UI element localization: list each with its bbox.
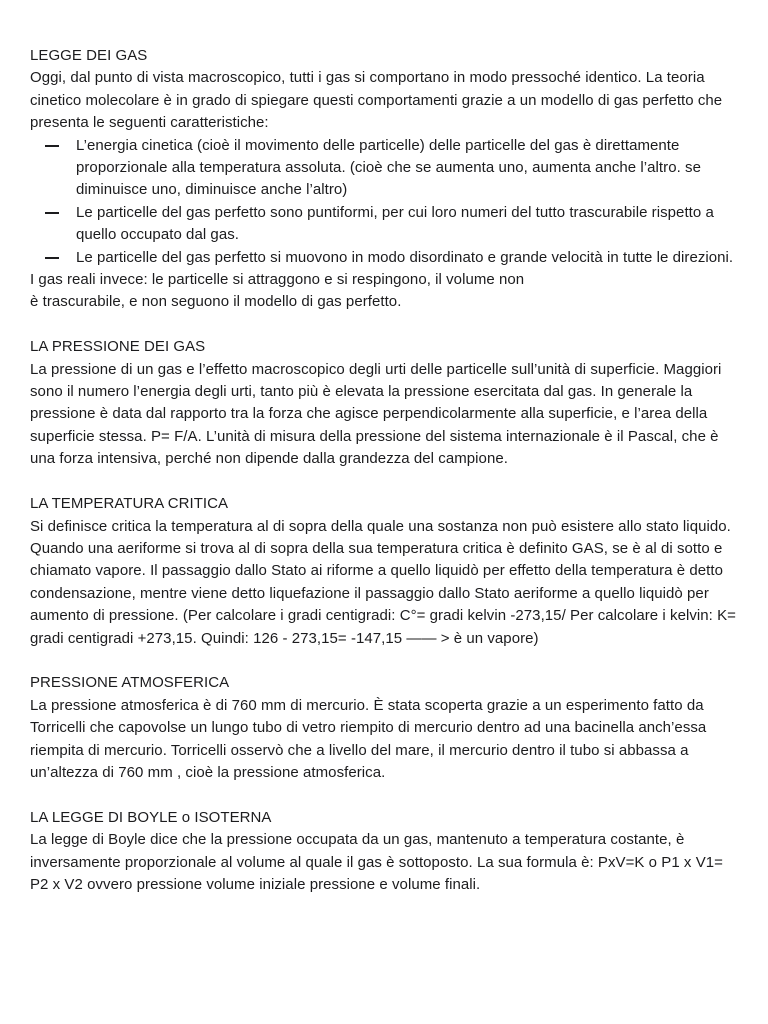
list-item: [30, 202, 742, 247]
section-heading: LA PRESSIONE DEI GAS: [30, 338, 206, 356]
section-legge-dei-gas: [30, 45, 742, 314]
list-item-text: Le particelle del gas perfetto sono puntiformi, per cui loro numeri del tutto trascurabile rispetto a quello occupato dal gas.: [76, 203, 714, 244]
dash-bullet-icon: [45, 257, 59, 259]
section-heading: LA TEMPERATURA CRITICA: [30, 495, 229, 513]
list-item-text: L’energia cinetica (cioè il movimento delle particelle) delle particelle del gas è direttamente proporzionale alla temperatura assoluta. (cioè che se aumenta uno, aumenta anche l’altro. se diminuisce uno, diminuisce anche l’altro): [76, 136, 701, 199]
section-heading: PRESSIONE ATMOSFERICA: [30, 674, 230, 692]
section-body: La legge di Boyle dice che la pressione occupata da un gas, mantenuto a temperatura costante, è inversamente proporzionale al volume al quale il gas è sottoposto. La sua formula è: PxV=K o P1 x V1= P2 x V2 ovvero pressione volume iniziale pressione e volume finali.: [30, 831, 723, 893]
list-item: [30, 247, 742, 269]
section-pressione-atmosferica: [30, 672, 742, 784]
outro-line: I gas reali invece: le particelle si attraggono e si respingono, il volume non: [30, 271, 525, 289]
outro-line: è trascurabile, e non seguono il modello di gas perfetto.: [30, 293, 402, 311]
section-pressione-dei-gas: [30, 336, 742, 470]
section-intro: Oggi, dal punto di vista macroscopico, tutti i gas si comportano in modo pressoché identico. La teoria cinetico molecolare è in grado di spiegare questi comportamenti grazie a un modello di gas perfetto che presenta le seguenti caratteristiche:: [30, 69, 723, 132]
section-body: La pressione di un gas e l’effetto macroscopico degli urti delle particelle sull’unità di superficie. Maggiori sono il numero l’energia degli urti, tanto più è elevata la pressione esercitata dal gas. In generale la pressione è data dal rapporto tra la forza che agisce perpendicolarmente alla superficie, e l’area della superficie stessa. P= F/A. L’unità di misura della pressione del sistema internazionale è il Pascal, che è una forza intensiva, perché non dipende dalla grandezza del campione.: [30, 360, 722, 468]
dash-bullet-icon: [45, 145, 59, 147]
section-body: Si definisce critica la temperatura al di sopra della quale una sostanza non può esistere allo stato liquido. Quando una aeriforme si trova al di sopra della sua temperatura critica è definito GAS, se è al di sotto e chiamato vapore. Il passaggio dallo Stato ai riforme a quello liquidò per effetto della temperatura è detto condensazione, mentre viene detto liquefazione il passaggio dallo Stato aeriforme a quello liquidò per aumento di pressione. (Per calcolare i gradi centigradi: C°= gradi kelvin -273,15/ Per calcolare i kelvin: K= gradi centigradi +273,15. Quindi: 126 - 273,15= -147,15 —— > è un vapore): [30, 517, 736, 647]
list-item-text: Le particelle del gas perfetto si muovono in modo disordinato e grande velocità in tutte le direzioni.: [76, 248, 734, 266]
section-heading: LEGGE DEI GAS: [30, 47, 148, 64]
section-temperatura-critica: [30, 493, 742, 650]
section-legge-di-boyle: [30, 807, 742, 897]
characteristics-list: [30, 135, 742, 269]
section-body: La pressione atmosferica è di 760 mm di mercurio. È stata scoperta grazie a un esperimento fatto da Torricelli che capovolse un lungo tubo di vetro riempito di mercurio dentro ad una bacinella anch’essa riempita di mercurio. Torricelli osservò che a livello del mare, il mercurio dentro il tubo si abbassa a un’altezza di 760 mm , cioè la pressione atmosferica.: [30, 696, 707, 781]
document-page: [30, 45, 742, 896]
section-heading: LA LEGGE DI BOYLE o ISOTERNA: [30, 808, 272, 826]
list-item: [30, 135, 742, 202]
section-outro: [30, 269, 742, 314]
dash-bullet-icon: [45, 212, 59, 214]
